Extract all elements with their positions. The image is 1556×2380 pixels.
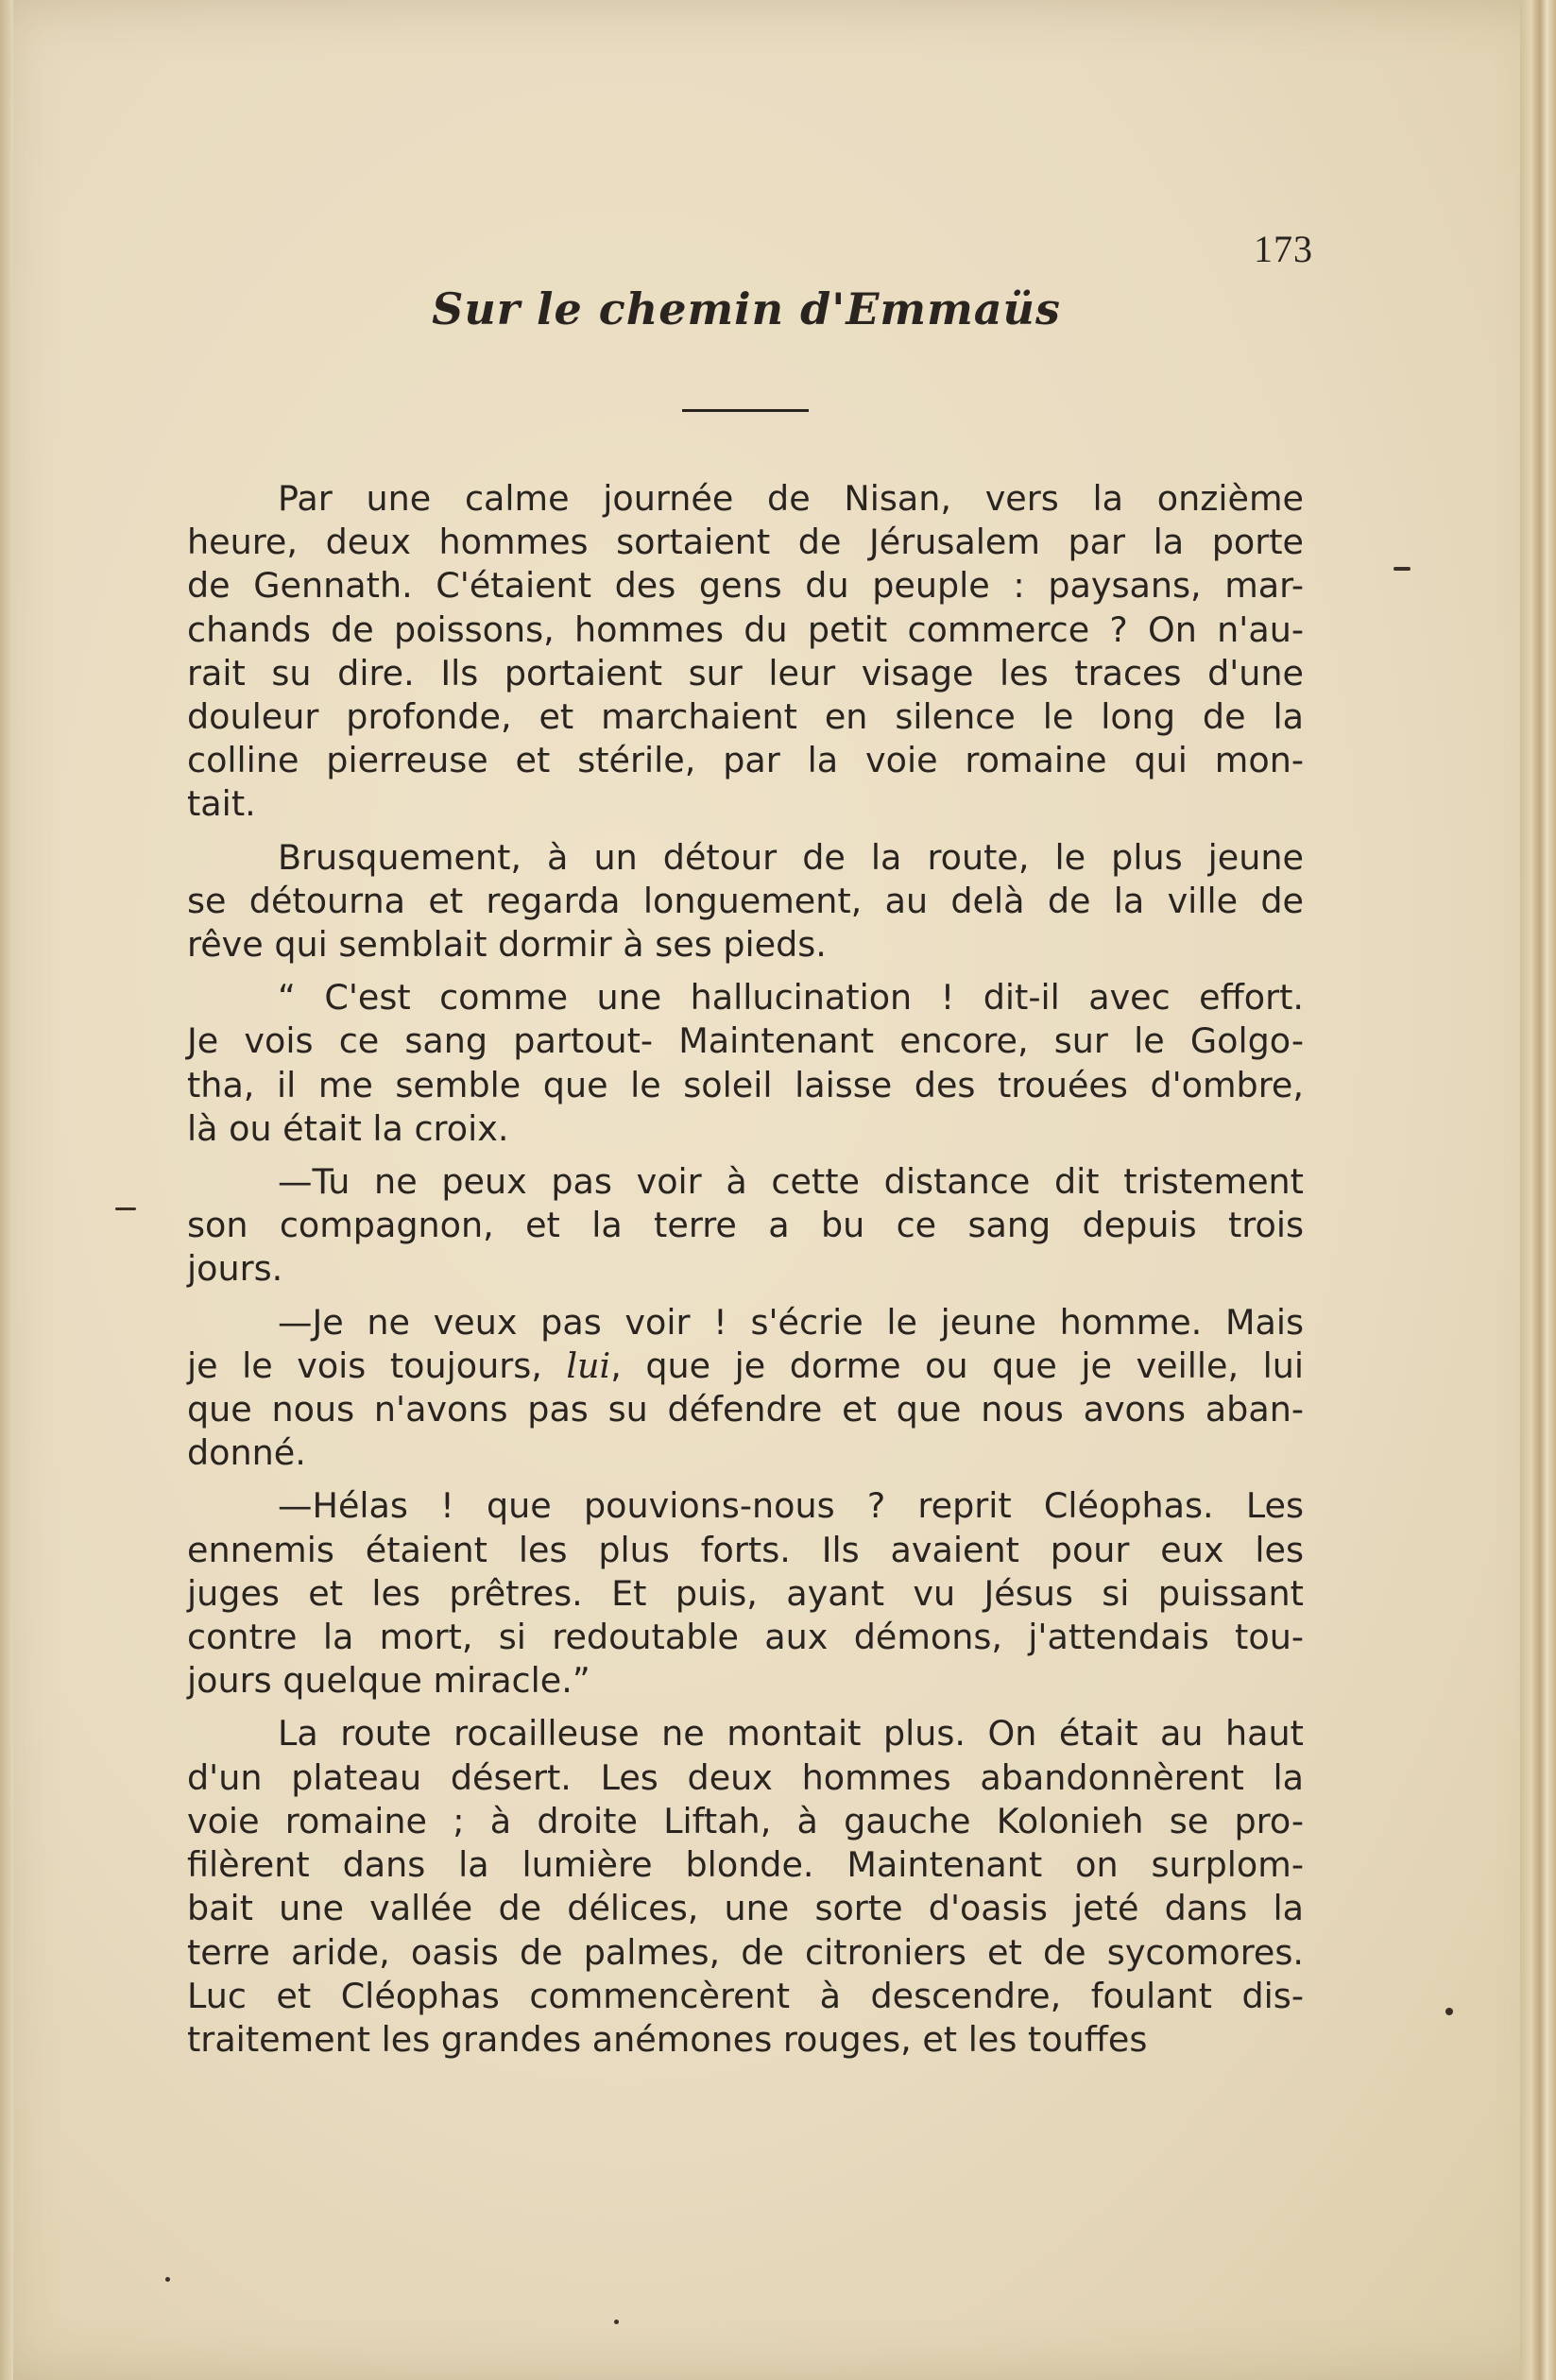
text-line: ennemis étaient les plus forts. Ils avaient pour eux les bbox=[187, 1529, 1304, 1570]
paragraph bbox=[187, 836, 1304, 967]
text-line: colline pierreuse et stérile, par la voie romaine qui mon- bbox=[187, 740, 1304, 781]
text-line: terre aride, oasis de palmes, de citroniers et de sycomores. bbox=[187, 1931, 1304, 1973]
ink-speck bbox=[165, 2277, 170, 2282]
text-line: Je vois ce sang partout- Maintenant encore, sur le Golgo- bbox=[187, 1020, 1304, 1062]
ink-speck bbox=[115, 1207, 136, 1210]
text-line: je le vois toujours, lui, que je dorme ou que je veille, lui bbox=[187, 1344, 1304, 1386]
body-text bbox=[187, 477, 1304, 2071]
text-line: donné. bbox=[187, 1432, 306, 1474]
text-line: Luc et Cléophas commencèrent à descendre, foulant dis- bbox=[187, 1975, 1304, 2016]
text-line: filèrent dans la lumière blonde. Maintenant on surplom- bbox=[187, 1844, 1304, 1886]
paragraph bbox=[187, 477, 1304, 827]
text-line: d'un plateau désert. Les deux hommes abandonnèrent la bbox=[187, 1756, 1304, 1798]
text-line: voie romaine ; à droite Liftah, à gauche Kolonieh se pro- bbox=[187, 1800, 1304, 1841]
ink-speck bbox=[614, 2320, 619, 2324]
text-line: tait. bbox=[187, 783, 256, 825]
title-rule bbox=[682, 409, 809, 412]
chapter-title: Sur le chemin d'Emmaüs bbox=[432, 283, 1061, 334]
text-line: —Tu ne peux pas voir à cette distance dit tristement bbox=[278, 1161, 1304, 1203]
text-line: son compagnon, et la terre a bu ce sang depuis trois bbox=[187, 1205, 1304, 1246]
text-line: douleur profonde, et marchaient en silence le long de la bbox=[187, 696, 1304, 738]
text-line: bait une vallée de délices, une sorte d'oasis jeté dans la bbox=[187, 1888, 1304, 1929]
text-line: “ C'est comme une hallucination ! dit-il avec effort. bbox=[278, 977, 1304, 1019]
ink-speck bbox=[1394, 567, 1411, 571]
text-line: Par une calme journée de Nisan, vers la onzième bbox=[278, 478, 1304, 519]
paragraph bbox=[187, 1712, 1304, 2062]
text-line: que nous n'avons pas su défendre et que nous avons aban- bbox=[187, 1389, 1304, 1430]
paragraph bbox=[187, 1484, 1304, 1703]
text-line: chands de poissons, hommes du petit commerce ? On n'au- bbox=[187, 608, 1304, 650]
text-line: juges et les prêtres. Et puis, ayant vu Jésus si puissant bbox=[187, 1572, 1304, 1614]
text-line: jours quelque miracle.” bbox=[187, 1660, 590, 1702]
page-left-edge bbox=[0, 0, 13, 2380]
text-line: rait su dire. Ils portaient sur leur visage les traces d'une bbox=[187, 652, 1304, 693]
text-line: contre la mort, si redoutable aux démons, j'attendais tou- bbox=[187, 1617, 1304, 1658]
text-line: de Gennath. C'étaient des gens du peuple : paysans, mar- bbox=[187, 565, 1304, 607]
text-line: tha, il me semble que le soleil laisse des trouées d'ombre, bbox=[187, 1064, 1304, 1105]
ink-speck bbox=[1445, 2008, 1453, 2015]
page-right-edge bbox=[1520, 0, 1556, 2380]
text-line: traitement les grandes anémones rouges, et les touffes bbox=[187, 2018, 1148, 2060]
text-line: rêve qui semblait dormir à ses pieds. bbox=[187, 924, 827, 966]
paragraph bbox=[187, 1160, 1304, 1292]
text-line: Brusquement, à un détour de la route, le plus jeune bbox=[278, 836, 1304, 878]
paragraph bbox=[187, 1301, 1304, 1476]
text-line: se détourna et regarda longuement, au delà de la ville de bbox=[187, 880, 1304, 921]
emphasis: lui bbox=[566, 1344, 611, 1386]
text-line: heure, deux hommes sortaient de Jérusalem par la porte bbox=[187, 522, 1304, 563]
text-line: —Je ne veux pas voir ! s'écrie le jeune homme. Mais bbox=[278, 1301, 1304, 1343]
text-line: La route rocailleuse ne montait plus. On était au haut bbox=[278, 1713, 1304, 1755]
page-number: 173 bbox=[1254, 228, 1313, 270]
text-line: jours. bbox=[187, 1248, 283, 1290]
text-line: là ou était la croix. bbox=[187, 1107, 509, 1149]
paragraph bbox=[187, 976, 1304, 1151]
text-line: —Hélas ! que pouvions-nous ? reprit Cléophas. Les bbox=[278, 1485, 1304, 1527]
